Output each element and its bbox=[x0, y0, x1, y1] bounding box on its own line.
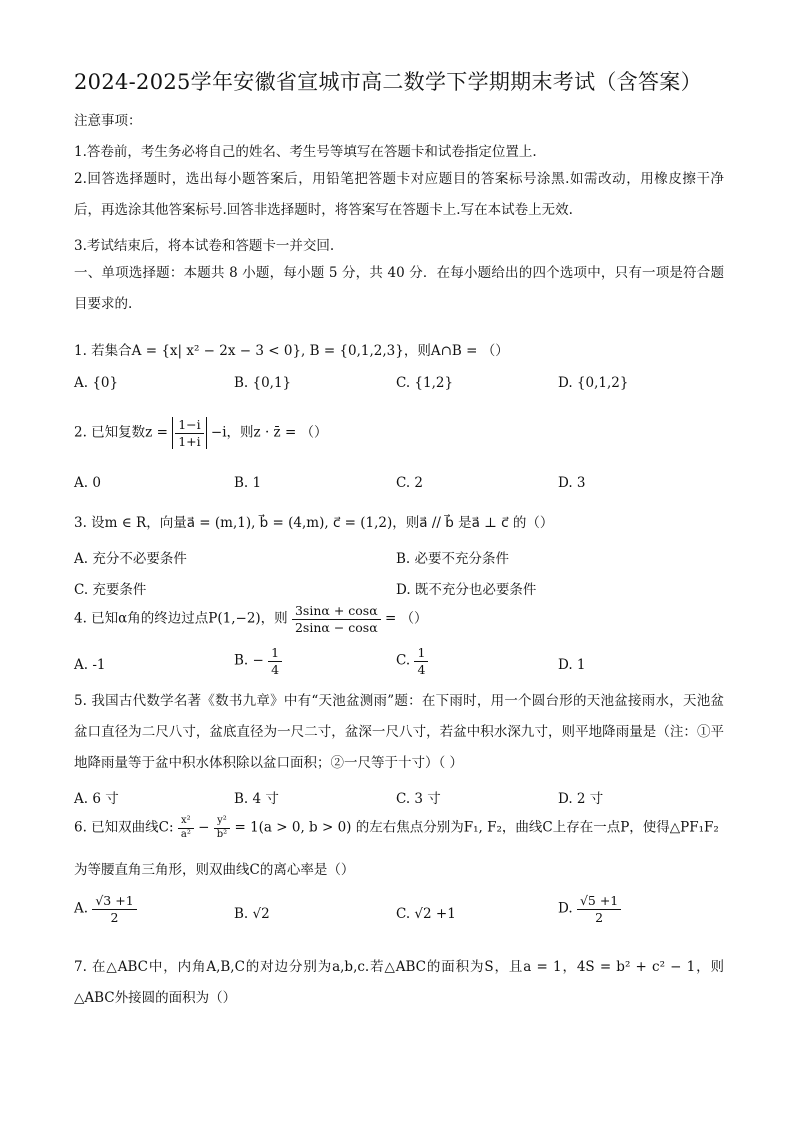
q2-abs bbox=[172, 417, 206, 449]
q1-option-c: C. {1,2} bbox=[396, 375, 454, 391]
q6-option-a bbox=[74, 893, 137, 925]
q2-denominator: 1+i bbox=[178, 433, 201, 449]
q5-option-a: A. 6 寸 bbox=[74, 791, 119, 807]
q2-fraction bbox=[175, 417, 203, 449]
q2-option-a: A. 0 bbox=[74, 475, 101, 491]
q6-option-a-label: A. bbox=[74, 900, 89, 917]
q4-option-a: A. -1 bbox=[74, 657, 106, 673]
section-heading: 一、单项选择题：本题共 8 小题，每小题 5 分，共 40 分．在每小题给出的四个选项中，只有一项是符合题目要求的. bbox=[74, 265, 724, 312]
q4-option-c-num: 1 bbox=[414, 645, 428, 662]
q4-stem bbox=[74, 603, 428, 635]
q4-stem-prefix: 4. 已知α角的终边过点P(1,−2)，则 bbox=[74, 610, 288, 627]
q5-stem: 5. 我国古代数学名著《数书九章》中有“天池盆测雨”题：在下雨时，用一个圆台形的天池盆接雨水，天池盆盆口直径为二尺八寸，盆底直径为一尺二寸，盆深一尺八寸，若盆中积水深九寸，则平地降雨量是（注：①平地降雨量等于盆中积水体积除以盆口面积；②一尺等于十寸）（ ） bbox=[74, 693, 724, 771]
q6-option-d-num: √5 +1 bbox=[577, 893, 621, 910]
q6-option-a-num: √3 +1 bbox=[92, 893, 136, 910]
q3-option-c: C. 充要条件 bbox=[74, 582, 147, 598]
q6-fraction-y bbox=[214, 815, 230, 841]
note-2: 2.回答选择题时，选出每小题答案后，用铅笔把答题卡对应题目的答案标号涂黑.如需改动，用橡皮擦干净后，再选涂其他答案标号.回答非选择题时，将答案写在答题卡上.写在本试卷上无效. bbox=[74, 171, 724, 218]
note-1: 1.答卷前，考生务必将自己的姓名、考生号等填写在答题卡和试卷指定位置上. bbox=[74, 144, 537, 160]
note-3: 3.考试结束后，将本试卷和答题卡一并交回. bbox=[74, 238, 335, 254]
q4-option-b-label: B. − bbox=[234, 652, 264, 669]
q6-fy-den: b² bbox=[216, 828, 228, 840]
q2-stem-suffix: −i，则z · z̄ = （） bbox=[210, 424, 328, 441]
q4-option-b-fraction bbox=[268, 645, 282, 677]
q4-option-c-den: 4 bbox=[417, 661, 426, 677]
q6-fx-den: a² bbox=[180, 828, 191, 840]
q4-option-d: D. 1 bbox=[558, 657, 586, 673]
q3-stem: 3. 设m ∈ R，向量a⃗ = (m,1), b⃗ = (4,m), c⃗ = (1,2)，则a⃗ // b⃗ 是a⃗ ⊥ c⃗ 的（） bbox=[74, 515, 554, 531]
q4-option-b bbox=[234, 645, 282, 677]
q6-option-c: C. √2 +1 bbox=[396, 906, 456, 922]
q6-option-d-fraction bbox=[577, 893, 621, 925]
q4-option-b-den: 4 bbox=[271, 661, 280, 677]
q6-stem-suffix: = 1(a > 0, b > 0) 的左右焦点分别为F₁, F₂，曲线C上存在一点P，使得△PF₁F₂ bbox=[234, 819, 719, 836]
q6-option-a-den: 2 bbox=[110, 909, 119, 925]
q3-option-b: B. 必要不充分条件 bbox=[396, 551, 510, 567]
q5-option-c: C. 3 寸 bbox=[396, 791, 441, 807]
q6-option-d bbox=[558, 893, 621, 925]
page-title: 2024-2025学年安徽省宣城市高二数学下学期期末考试（含答案） bbox=[74, 70, 702, 94]
q7-stem: 7. 在△ABC中，内角A,B,C的对边分别为a,b,c.若△ABC的面积为S，且a = 1，4S = b² + c² − 1，则△ABC外接圆的面积为（） bbox=[74, 959, 724, 1006]
q1-option-d: D. {0,1,2} bbox=[558, 375, 629, 391]
notes-heading: 注意事项： bbox=[74, 113, 142, 129]
q3-option-d: D. 既不充分也必要条件 bbox=[396, 582, 537, 598]
q4-fraction bbox=[292, 603, 381, 635]
q6-option-d-label: D. bbox=[558, 900, 573, 917]
q6-minus: − bbox=[198, 819, 210, 836]
q6-stem-prefix: 6. 已知双曲线C: bbox=[74, 819, 174, 836]
q6-option-d-den: 2 bbox=[595, 909, 604, 925]
q2-stem-prefix: 2. 已知复数z = bbox=[74, 424, 168, 441]
q1-option-b: B. {0,1} bbox=[234, 375, 292, 391]
q2-option-c: C. 2 bbox=[396, 475, 424, 491]
q2-option-b: B. 1 bbox=[234, 475, 262, 491]
q4-denominator: 2sinα − cosα bbox=[294, 619, 378, 635]
q4-numerator: 3sinα + cosα bbox=[292, 603, 381, 620]
q2-numerator: 1−i bbox=[175, 417, 203, 434]
q2-option-d: D. 3 bbox=[558, 475, 586, 491]
q2-stem bbox=[74, 417, 328, 449]
q4-option-b-num: 1 bbox=[268, 645, 282, 662]
q4-option-c bbox=[396, 645, 428, 677]
q5-option-d: D. 2 寸 bbox=[558, 791, 604, 807]
q4-option-c-fraction bbox=[414, 645, 428, 677]
q6-option-a-fraction bbox=[92, 893, 136, 925]
q6-fx-num: x² bbox=[178, 815, 194, 829]
q6-fy-num: y² bbox=[214, 815, 230, 829]
q6-fraction-x bbox=[178, 815, 194, 841]
q6-option-b: B. √2 bbox=[234, 906, 270, 922]
q6-stem-cont: 为等腰直角三角形，则双曲线C的离心率是（） bbox=[74, 862, 355, 878]
q3-option-a: A. 充分不必要条件 bbox=[74, 551, 187, 567]
q1-stem: 1. 若集合A = {x| x² − 2x − 3 < 0}, B = {0,1,2,3}，则A∩B = （） bbox=[74, 343, 509, 359]
q4-option-c-label: C. bbox=[396, 652, 411, 669]
q4-stem-suffix: = （） bbox=[384, 610, 428, 627]
q1-option-a: A. {0} bbox=[74, 375, 119, 391]
q6-stem bbox=[74, 815, 719, 841]
q5-option-b: B. 4 寸 bbox=[234, 791, 279, 807]
